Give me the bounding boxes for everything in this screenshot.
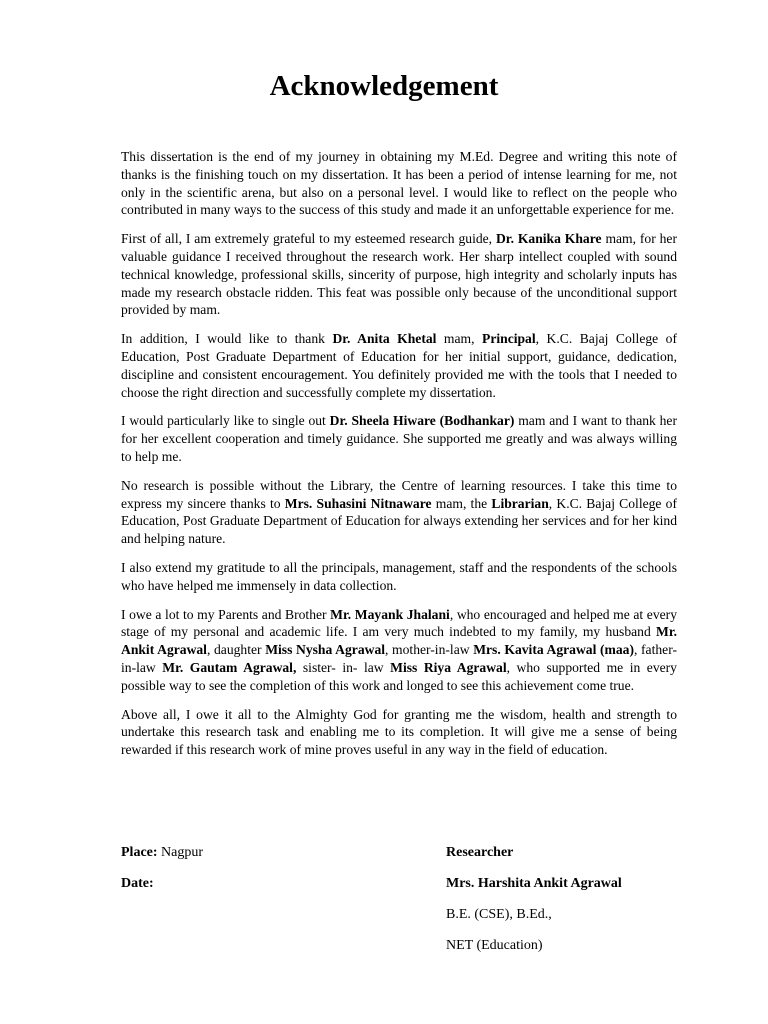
paragraph-text: , K.C. Bajaj College of Education, Post Graduate Department of Education for her initial support, guidance, dedication, discipline and consistent encouragement. You definitely provided me with the tools that I needed to choose the right direction and successfully complete my dissertation. <box>121 331 678 400</box>
paragraph <box>121 230 677 319</box>
paragraph-text: I would particularly like to single out <box>121 413 330 429</box>
paragraph-text: First of all, I am extremely grateful to my esteemed research guide, <box>121 231 496 247</box>
place-date-block <box>121 843 203 905</box>
paragraph-text: mam, <box>436 331 483 347</box>
bold-name-text: Dr. Sheela Hiware (Bodhankar) <box>329 413 515 429</box>
place-label: Place: <box>121 845 158 860</box>
paragraph <box>121 330 677 401</box>
date-label: Date: <box>121 876 154 891</box>
qualification-line-1: B.E. (CSE), B.Ed., <box>446 907 552 922</box>
paragraph-text: , K.C. Bajaj College of Education, Post Graduate Department of Education for always extending her services and for her kind and helping nature. <box>121 495 678 547</box>
qualification-line-2: NET (Education) <box>446 938 543 953</box>
paragraph-text: mam, for her valuable guidance I received throughout the research work. Her sharp intellect coupled with sound technical knowledge, professional skills, sincerity of purpose, high integrity and scholarly inputs has made my research obstacle ridden. This feat was possible only because of the unconditional support provided by mam. <box>121 231 677 318</box>
bold-name-text: Mr. Gautam Agrawal, <box>162 659 297 675</box>
bold-name-text: Mr. Ankit Agrawal <box>121 624 677 658</box>
paragraph-text: I also extend my gratitude to all the principals, management, staff and the respondents of the schools who have helped me immensely in data collection. <box>121 559 677 593</box>
paragraph-text: I owe a lot to my Parents and Brother <box>121 606 331 622</box>
place-line <box>121 843 203 874</box>
paragraph-text: , mother-in-law <box>385 642 474 658</box>
bold-name-text: Librarian <box>491 495 549 511</box>
paragraph-text: sister- in- law <box>296 659 391 675</box>
paragraph-text: Above all, I owe it all to the Almighty God for granting me the wisdom, health and strength to undertake this research task and enabling me to its completion. It will give me a sense of being rewarded if this research work of mine proves useful in any way in the field of education. <box>121 706 677 758</box>
bold-name-text: Mrs. Suhasini Nitnaware <box>284 495 432 511</box>
bold-name-text: Mrs. Kavita Agrawal (maa) <box>473 642 634 658</box>
bold-name-text: Dr. Kanika Khare <box>495 231 602 247</box>
paragraph-text: This dissertation is the end of my journey in obtaining my M.Ed. Degree and writing this note of thanks is the finishing touch on my dissertation. It has been a period of intense learning for me, not only in the scientific arena, but also on a personal level. I would like to reflect on the people who contributed in many ways to the success of this study and made it an unforgettable experience for me. <box>121 149 677 218</box>
bold-name-text: Dr. Anita Khetal <box>332 331 437 347</box>
researcher-name: Mrs. Harshita Ankit Agrawal <box>446 876 622 891</box>
place-value: Nagpur <box>157 845 204 860</box>
paragraph-text: mam and I want to thank her for her excellent cooperation and timely guidance. She supported me greatly and was always willing to help me. <box>121 413 677 464</box>
paragraph-text: In addition, I would like to thank <box>121 331 333 347</box>
researcher-label: Researcher <box>446 845 514 860</box>
bold-name-text: Principal <box>482 331 536 347</box>
paragraph-text: , father-in-law <box>121 642 677 675</box>
bold-name-text: Miss Nysha Agrawal <box>265 642 386 658</box>
paragraph-text: No research is possible without the Library, the Centre of learning resources. I take this time to express my sincere thanks to <box>121 477 677 511</box>
paragraph <box>121 559 677 595</box>
date-line <box>121 874 203 905</box>
paragraph-text: mam, the <box>431 495 492 511</box>
paragraph-text: , who encouraged and helped me at every stage of my personal and academic life. I am very much indebted to my family, my husband <box>121 606 677 640</box>
page-title: Acknowledgement <box>269 70 499 102</box>
bold-name-text: Miss Riya Agrawal <box>390 659 507 675</box>
paragraph-text: , daughter <box>206 642 266 658</box>
paragraph-text: , who supported me in every possible way to see the completion of this work and longed to see this achievement come true. <box>121 659 677 693</box>
paragraph <box>121 148 677 219</box>
bold-name-text: Mr. Mayank Jhalani <box>330 606 450 622</box>
researcher-block <box>446 843 622 967</box>
paragraph <box>121 477 677 548</box>
paragraph <box>121 706 677 759</box>
paragraph <box>121 606 677 695</box>
acknowledgement-body <box>121 148 677 770</box>
paragraph <box>121 412 677 465</box>
